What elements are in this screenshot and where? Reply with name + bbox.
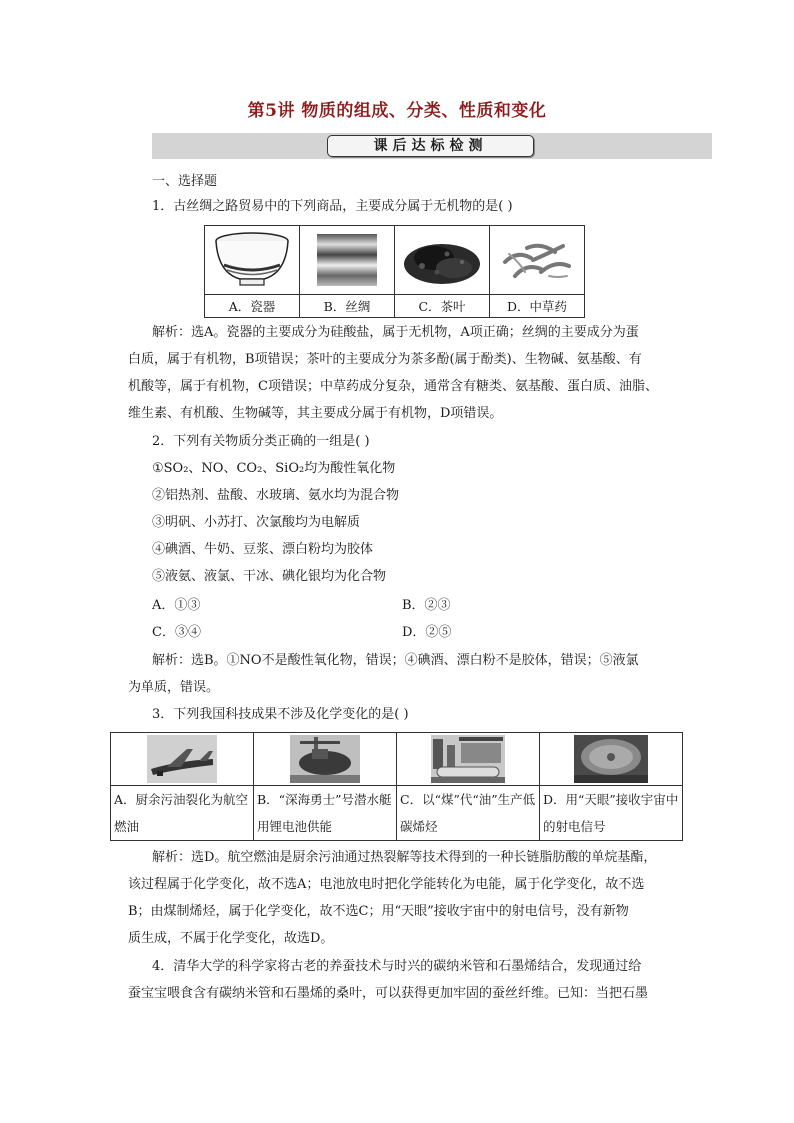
section-banner — [152, 133, 712, 159]
question-1-stem: 1．古丝绸之路贸易中的下列商品，主要成分属于无机物的是( ) — [152, 199, 513, 214]
question-1-analysis-line: 解析：选A。瓷器的主要成分为硅酸盐，属于无机物，A项正确；丝绸的主要成分为蛋 — [152, 325, 639, 340]
question-3-analysis-line: 该过程属于化学变化，故不选A；电池放电时把化学能转化为电能，属于化学变化，故不选 — [128, 877, 645, 892]
question-1-analysis-line: 白质，属于有机物，B项错误；茶叶的主要成分为茶多酚(属于酚类)、生物碱、氨基酸、有 — [128, 352, 642, 367]
option-c-text: C．以“煤”代“油”生产低碳烯烃 — [397, 786, 540, 841]
question-2-option-a: A．①③ — [152, 598, 201, 613]
tea-image — [395, 226, 490, 295]
submarine-image — [254, 733, 397, 786]
section-heading: 一、选择题 — [152, 174, 218, 189]
question-2-option-b: B．②③ — [402, 598, 451, 613]
option-d-text: D．用“天眼”接收宇宙中的射电信号 — [540, 786, 683, 841]
question-2-item: ②铝热剂、盐酸、水玻璃、氨水均为混合物 — [152, 488, 400, 503]
bowl-image — [205, 226, 300, 295]
option-d-label: D．中草药 — [490, 295, 585, 318]
question-3-stem: 3．下列我国科技成果不涉及化学变化的是( ) — [152, 707, 409, 722]
question-2-item: ④碘酒、牛奶、豆浆、漂白粉均为胶体 — [152, 542, 374, 557]
telescope-image — [540, 733, 683, 786]
question-3-analysis-line: B；由煤制烯烃，属于化学变化，故不选C；用“天眼”接收宇宙中的射电信号，没有新物 — [128, 904, 629, 919]
question-2-option-d: D．②⑤ — [402, 625, 452, 640]
question-2-item: ①SO₂、NO、CO₂、SiO₂均为酸性氧化物 — [152, 461, 396, 476]
option-b-text: B．“深海勇士”号潜水艇用锂电池供能 — [254, 786, 397, 841]
question-4-stem-line: 4．清华大学的科学家将古老的养蚕技术与时兴的碳纳米管和石墨烯结合，发现通过给 — [152, 959, 642, 974]
herb-image — [490, 226, 585, 295]
question-3-analysis-line: 质生成，不属于化学变化，故选D。 — [128, 931, 334, 946]
option-c-label: C．茶叶 — [395, 295, 490, 318]
question-2-item: ③明矾、小苏打、次氯酸均为电解质 — [152, 515, 361, 530]
question-4-stem-line: 蚕宝宝喂食含有碳纳米管和石墨烯的桑叶，可以获得更加牢固的蚕丝纤维。已知：当把石墨 — [128, 986, 649, 1001]
page-title: 第5讲 物质的组成、分类、性质和变化 — [247, 101, 547, 121]
option-b-label: B．丝绸 — [300, 295, 395, 318]
question-2-option-c: C．③④ — [152, 625, 201, 640]
banner-label: 课后达标检测 — [327, 135, 534, 157]
airplane-image — [111, 733, 254, 786]
question-3-options-table — [110, 732, 683, 841]
option-a-label: A．瓷器 — [205, 295, 300, 318]
question-2-stem: 2．下列有关物质分类正确的一组是( ) — [152, 434, 370, 449]
silk-image — [300, 226, 395, 295]
question-3-analysis-line: 解析：选D。航空燃油是厨余污油通过热裂解等技术得到的一种长链脂肪酸的单烷基酯， — [152, 850, 657, 865]
question-2-item: ⑤液氨、液氯、干冰、碘化银均为化合物 — [152, 569, 387, 584]
question-2-analysis-line: 解析：选B。①NO不是酸性氧化物，错误；④碘酒、漂白粉不是胶体，错误；⑤液氯 — [152, 653, 639, 668]
option-a-text: A．厨余污油裂化为航空燃油 — [111, 786, 254, 841]
coal-factory-image — [397, 733, 540, 786]
question-2-analysis-line: 为单质，错误。 — [128, 680, 220, 695]
question-1-options-table — [204, 225, 585, 318]
question-1-analysis-line: 维生素、有机酸、生物碱等，其主要成分属于有机物，D项错误。 — [128, 406, 503, 421]
question-1-analysis-line: 机酸等，属于有机物，C项错误；中草药成分复杂，通常含有糖类、氨基酸、蛋白质、油脂、 — [128, 379, 658, 394]
